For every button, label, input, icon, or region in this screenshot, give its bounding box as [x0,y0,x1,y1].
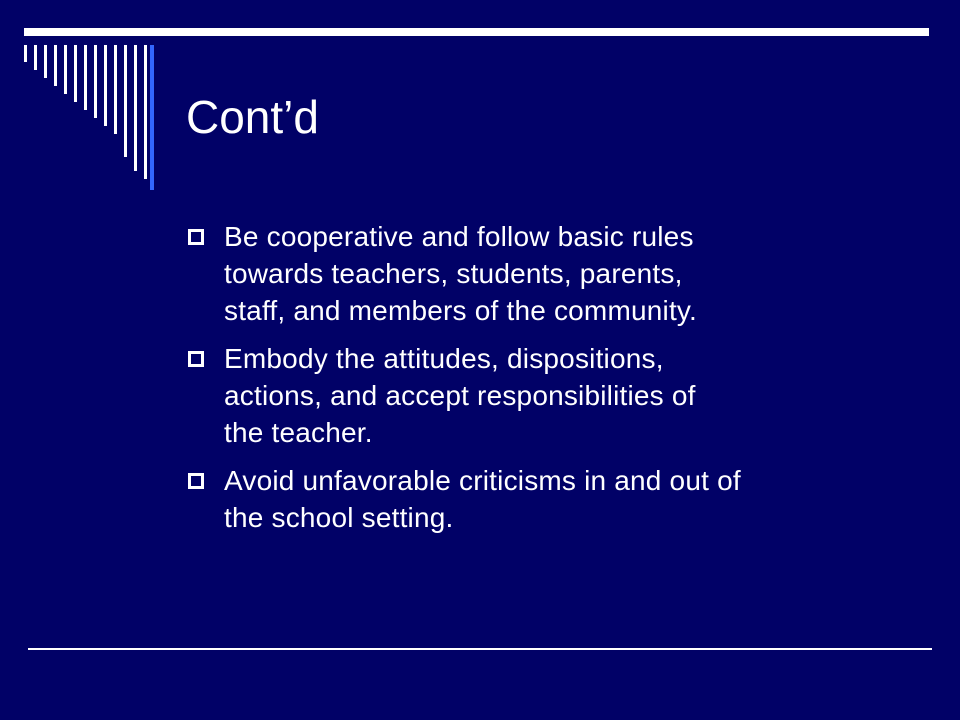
bullet-list [186,218,916,547]
bullet-text-line: towards teachers, students, parents, [224,258,683,289]
bottom-rule [28,648,932,650]
bullet-text-line: Be cooperative and follow basic rules [224,221,694,252]
bullet-text-line: Avoid unfavorable criticisms in and out of [224,465,741,496]
bullet-item [186,462,916,536]
vertical-bars-decoration [0,0,180,200]
hollow-square-icon [188,351,204,367]
bullet-text-line: actions, and accept responsibilities of [224,380,696,411]
bullet-text-line: staff, and members of the community. [224,295,698,326]
bullet-item [186,340,916,451]
bullet-item [186,218,916,329]
hollow-square-icon [188,229,204,245]
hollow-square-icon [188,473,204,489]
bullet-text-line: the teacher. [224,417,373,448]
bullet-text-line: Embody the attitudes, dispositions, [224,343,664,374]
slide-title: Cont’d [186,91,319,143]
bullet-text-line: the school setting. [224,502,454,533]
